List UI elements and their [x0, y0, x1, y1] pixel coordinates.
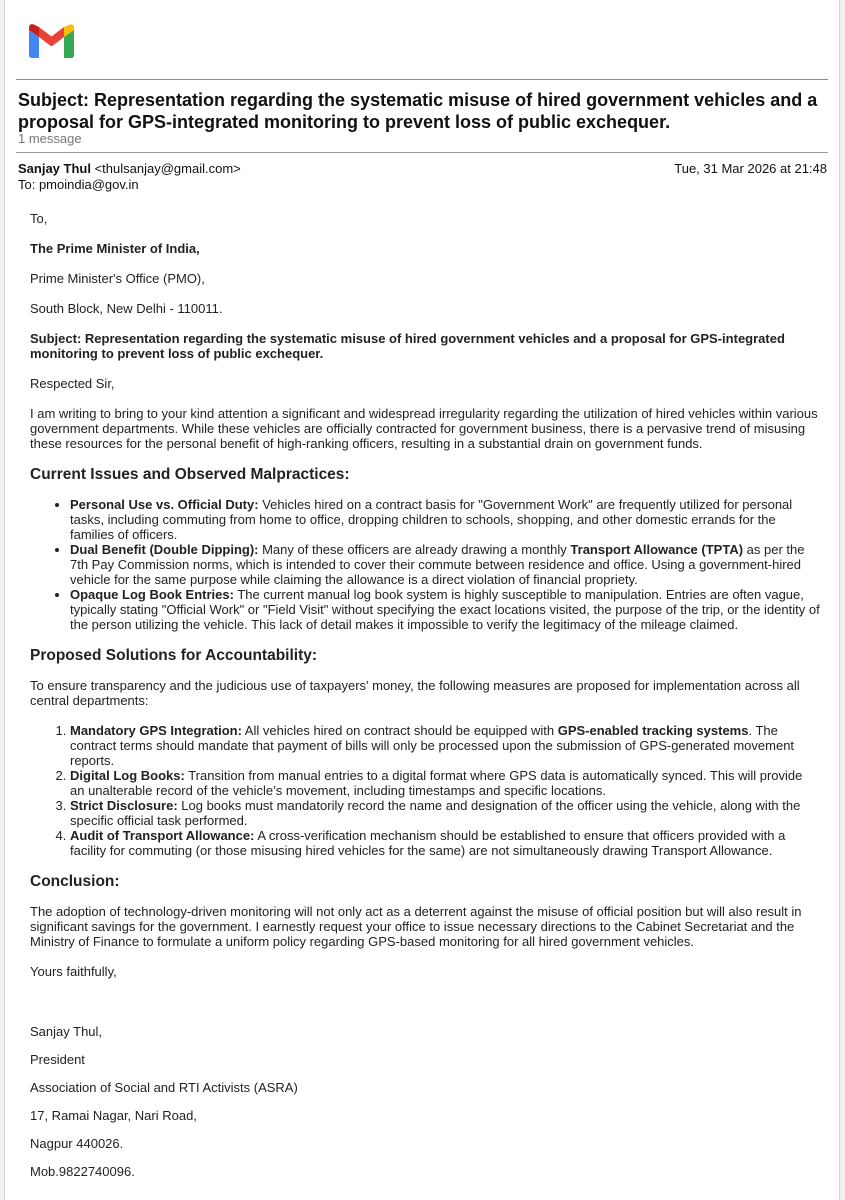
- solutions-heading: Proposed Solutions for Accountability:: [30, 647, 318, 664]
- signature-name: Sanjay Thul,: [30, 1024, 103, 1039]
- recipient-line: To: pmoindia@gov.in: [18, 177, 139, 192]
- header-divider: [16, 79, 828, 80]
- list-item: [70, 723, 820, 768]
- item-text: . The contract terms should mandate that payment of bills will only be processed upon the submission of GPS-generated movement reports.: [70, 723, 795, 768]
- item-text: A cross-verification mechanism should be established to ensure that officers provided with a facility for commuting (or those misusing hired vehicles for the same) are not simultaneously drawing Transport Allowance.: [70, 828, 786, 858]
- item-title: Opaque Log Book Entries:: [70, 587, 234, 602]
- sender-name: Sanjay Thul: [18, 161, 91, 176]
- greeting: Respected Sir,: [30, 376, 115, 391]
- sender-line: [18, 161, 241, 177]
- message-count: 1 message: [18, 131, 82, 146]
- subject-divider: [16, 152, 828, 153]
- list-item: [70, 542, 820, 587]
- item-text: Vehicles hired on a contract basis for "Government Work" are frequently utilized for personal tasks, including commuting from home to office, dropping children to schools, shopping, and other domestic errands for the families of officers.: [70, 497, 793, 542]
- email-body: [30, 211, 820, 1192]
- gmail-logo-icon: [29, 24, 74, 58]
- list-item: [70, 828, 820, 858]
- issues-heading: Current Issues and Observed Malpractices:: [30, 466, 350, 483]
- list-item: [70, 768, 820, 798]
- conclusion-heading: Conclusion:: [30, 873, 120, 890]
- list-item: [70, 497, 820, 542]
- signature-organization: Association of Social and RTI Activists (ASRA): [30, 1080, 298, 1095]
- issues-list: [30, 497, 820, 632]
- email-date: Tue, 31 Mar 2026 at 21:48: [674, 161, 827, 176]
- list-item: [70, 587, 820, 632]
- item-title: Digital Log Books:: [70, 768, 185, 783]
- signature-designation: President: [30, 1052, 85, 1067]
- item-text: Many of these officers are already drawing a monthly: [258, 542, 571, 557]
- email-print-page: [4, 0, 840, 1200]
- item-text: All vehicles hired on contract should be equipped with: [241, 723, 558, 738]
- item-text: as per the 7th Pay Commission norms, which is intended to cover their commute between residence and office. Using a government-hired vehicle for the same purpose while claiming the allowance is a direct violation of financial propriety.: [70, 542, 805, 587]
- sender-email: <thulsanjay@gmail.com>: [94, 161, 241, 176]
- addressee: The Prime Minister of India,: [30, 241, 200, 256]
- item-title: Strict Disclosure:: [70, 798, 178, 813]
- item-title: Dual Benefit (Double Dipping):: [70, 542, 259, 557]
- intro-paragraph: I am writing to bring to your kind attention a significant and widespread irregularity regarding the utilization of hired vehicles within various government departments. While these vehicles are officially contracted for government business, there is a pervasive trend of misusing these resources for the personal benefit of high-ranking officers, resulting in a substantial drain on government funds.: [30, 406, 818, 451]
- solutions-intro: To ensure transparency and the judicious use of taxpayers' money, the following measures are proposed for implementation across all central departments:: [30, 678, 800, 708]
- list-item: [70, 798, 820, 828]
- signature-address-1: 17, Ramai Nagar, Nari Road,: [30, 1108, 197, 1123]
- solutions-list: [30, 723, 820, 858]
- item-text: The current manual log book system is highly susceptible to manipulation. Entries are often vague, typically stating "Official Work" or "Field Visit" without specifying the exact locations visited, the purpose of the trip, or the identity of the person utilizing the vehicle. This lack of detail makes it impossible to verify the legitimacy of the mileage claimed.: [70, 587, 820, 632]
- office: Prime Minister's Office (PMO),: [30, 271, 205, 286]
- conclusion-paragraph: The adoption of technology-driven monitoring will not only act as a deterrent against the misuse of official position but will also result in significant savings for the government. I earnestly request your office to issue necessary directions to the Cabinet Secretariat and the Ministry of Finance to formulate a uniform policy regarding GPS-based monitoring for all hired government vehicles.: [30, 904, 802, 949]
- item-title: Mandatory GPS Integration:: [70, 723, 242, 738]
- item-title: Audit of Transport Allowance:: [70, 828, 255, 843]
- item-emphasis: Transport Allowance (TPTA): [570, 542, 744, 557]
- email-subject: Subject: Representation regarding the systematic misuse of hired government vehicles and a proposal for GPS-integrated monitoring to prevent loss of public exchequer.: [18, 90, 818, 132]
- letter-subject: Subject: Representation regarding the systematic misuse of hired government vehicles and a proposal for GPS-integrated monitoring to prevent loss of public exchequer.: [30, 331, 785, 361]
- salutation-to: To,: [30, 211, 48, 226]
- item-emphasis: GPS-enabled tracking systems: [557, 723, 749, 738]
- signature-mobile: Mob.9822740096.: [30, 1164, 135, 1179]
- item-title: Personal Use vs. Official Duty:: [70, 497, 259, 512]
- signature-block: [30, 1024, 820, 1179]
- signature-address-2: Nagpur 440026.: [30, 1136, 124, 1151]
- address: South Block, New Delhi - 110011.: [30, 301, 223, 316]
- item-text: Transition from manual entries to a digital format where GPS data is automatically synced. This will provide an unalterable record of the vehicle’s movement, including timestamps and specific locations.: [70, 768, 803, 798]
- item-text: Log books must mandatorily record the name and designation of the officer using the vehicle, along with the specific official task performed.: [70, 798, 801, 828]
- closing: Yours faithfully,: [30, 964, 117, 979]
